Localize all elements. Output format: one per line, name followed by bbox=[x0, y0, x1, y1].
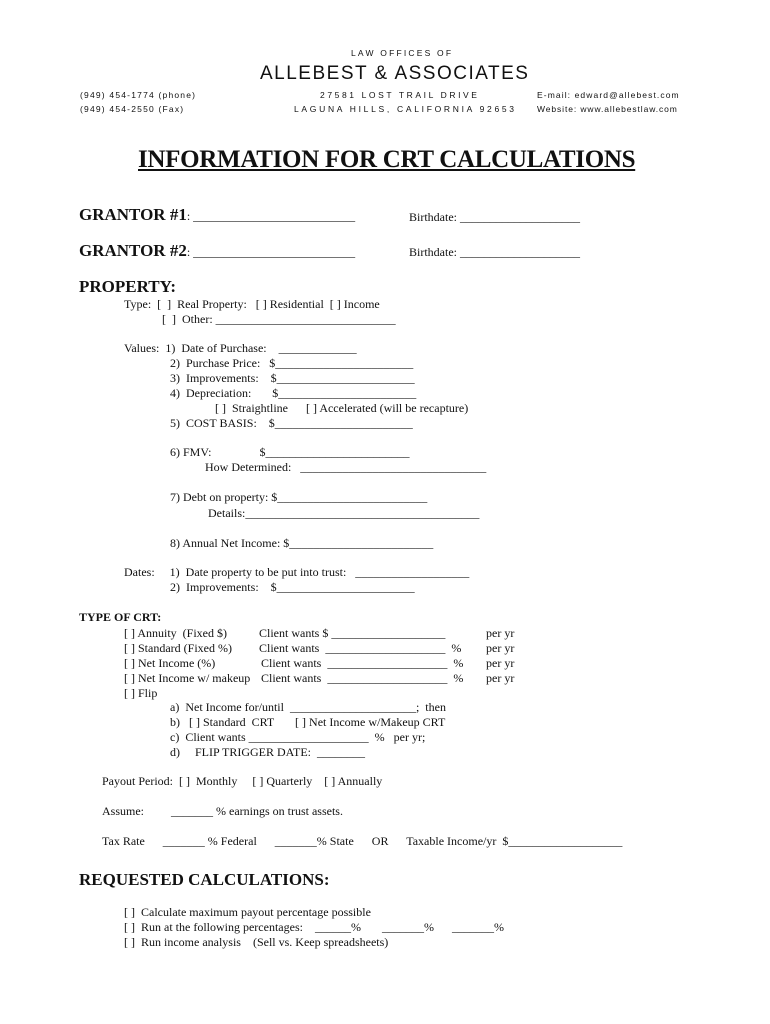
property-type-line-2: [ ] Other: ______________________________ bbox=[162, 312, 396, 326]
calc-max-payout: [ ] Calculate maximum payout percentage possible bbox=[124, 905, 371, 919]
debt-on-property: 7) Debt on property: $_________________________ bbox=[170, 490, 428, 504]
street-address: 27581 LOST TRAIL DRIVE bbox=[320, 90, 480, 100]
date-of-purchase: Values: 1) Date of Purchase: _____________ bbox=[124, 341, 357, 355]
property-type-line-1: Type: [ ] Real Property: [ ] Residential [ ] Income bbox=[124, 297, 380, 311]
crt-net-income-option: [ ] Net Income (%) bbox=[124, 656, 216, 670]
crt-makeup-amount: Client wants ____________________ % bbox=[261, 671, 464, 685]
crt-annuity-unit: per yr bbox=[486, 626, 515, 640]
debt-details: Details:_______________________________________ bbox=[208, 506, 480, 520]
website-address: Website: www.allebestlaw.com bbox=[537, 104, 678, 114]
flip-net-income-until: a) Net Income for/until _____________________; then bbox=[170, 700, 446, 714]
grantor-2-line: : ___________________________ bbox=[186, 245, 356, 259]
flip-then-options: b) [ ] Standard CRT [ ] Net Income w/Makeup CRT bbox=[170, 715, 446, 729]
tax-rate: Tax Rate _______ % Federal _______% State OR Taxable Income/yr $___________________ bbox=[102, 834, 623, 848]
cost-basis: 5) COST BASIS: $_______________________ bbox=[170, 416, 413, 430]
fax-number: (949) 454-2550 (Fax) bbox=[80, 104, 185, 114]
depreciation-value: 4) Depreciation: $_______________________ bbox=[170, 386, 417, 400]
flip-trigger-date: d) FLIP TRIGGER DATE: ________ bbox=[170, 745, 365, 759]
email-address: E-mail: edward@allebest.com bbox=[537, 90, 680, 100]
crt-standard-option: [ ] Standard (Fixed %) bbox=[124, 641, 232, 655]
annual-net-income: 8) Annual Net Income: $________________________ bbox=[170, 536, 434, 550]
grantor-2-field bbox=[79, 241, 355, 261]
firm-name: ALLEBEST & ASSOCIATES bbox=[260, 63, 530, 84]
grantor-2-label: GRANTOR #2 bbox=[79, 241, 187, 260]
payout-period: Payout Period: [ ] Monthly [ ] Quarterly [ ] Annually bbox=[102, 774, 383, 788]
city-address: LAGUNA HILLS, CALIFORNIA 92653 bbox=[294, 104, 517, 114]
crt-makeup-option: [ ] Net Income w/ makeup bbox=[124, 671, 251, 685]
date-into-trust: Dates: 1) Date property to be put into trust: ___________________ bbox=[124, 565, 470, 579]
grantor-1-birthdate: Birthdate: ____________________ bbox=[409, 210, 580, 224]
grantor-1-field bbox=[79, 205, 355, 225]
grantor-2-birthdate: Birthdate: ____________________ bbox=[409, 245, 580, 259]
crt-net-income-unit: per yr bbox=[486, 656, 515, 670]
property-heading: PROPERTY: bbox=[79, 277, 177, 296]
fmv-how-determined: How Determined: _______________________________ bbox=[205, 460, 487, 474]
crt-makeup-unit: per yr bbox=[486, 671, 515, 685]
letterhead-kicker: LAW OFFICES OF bbox=[351, 48, 454, 58]
assume-earnings: Assume: _______ % earnings on trust assets. bbox=[102, 804, 343, 818]
purchase-price: 2) Purchase Price: $_______________________ bbox=[170, 356, 414, 370]
crt-type-heading: TYPE OF CRT: bbox=[79, 610, 162, 624]
crt-standard-unit: per yr bbox=[486, 641, 515, 655]
document-title: INFORMATION FOR CRT CALCULATIONS bbox=[138, 146, 636, 173]
depreciation-method: [ ] Straightline [ ] Accelerated (will be recapture) bbox=[215, 401, 469, 415]
fmv-value: 6) FMV: $________________________ bbox=[170, 445, 410, 459]
phone-number: (949) 454-1774 (phone) bbox=[80, 90, 197, 100]
crt-flip-option: [ ] Flip bbox=[124, 686, 158, 700]
crt-standard-amount: Client wants ____________________ % bbox=[259, 641, 462, 655]
improvements-value: 3) Improvements: $_______________________ bbox=[170, 371, 415, 385]
calc-run-percentages: [ ] Run at the following percentages: ______% _______% _______% bbox=[124, 920, 504, 934]
flip-client-wants: c) Client wants ____________________ % per yr; bbox=[170, 730, 426, 744]
crt-annuity-amount: Client wants $ ___________________ bbox=[259, 626, 446, 640]
requested-calculations-heading: REQUESTED CALCULATIONS: bbox=[79, 870, 330, 889]
crt-annuity-option: [ ] Annuity (Fixed $) bbox=[124, 626, 227, 640]
grantor-1-label: GRANTOR #1 bbox=[79, 205, 187, 224]
calc-income-analysis: [ ] Run income analysis (Sell vs. Keep spreadsheets) bbox=[124, 935, 389, 949]
date-improvements: 2) Improvements: $_______________________ bbox=[170, 580, 415, 594]
grantor-1-line: : ___________________________ bbox=[186, 209, 356, 223]
crt-net-income-amount: Client wants ____________________ % bbox=[261, 656, 464, 670]
